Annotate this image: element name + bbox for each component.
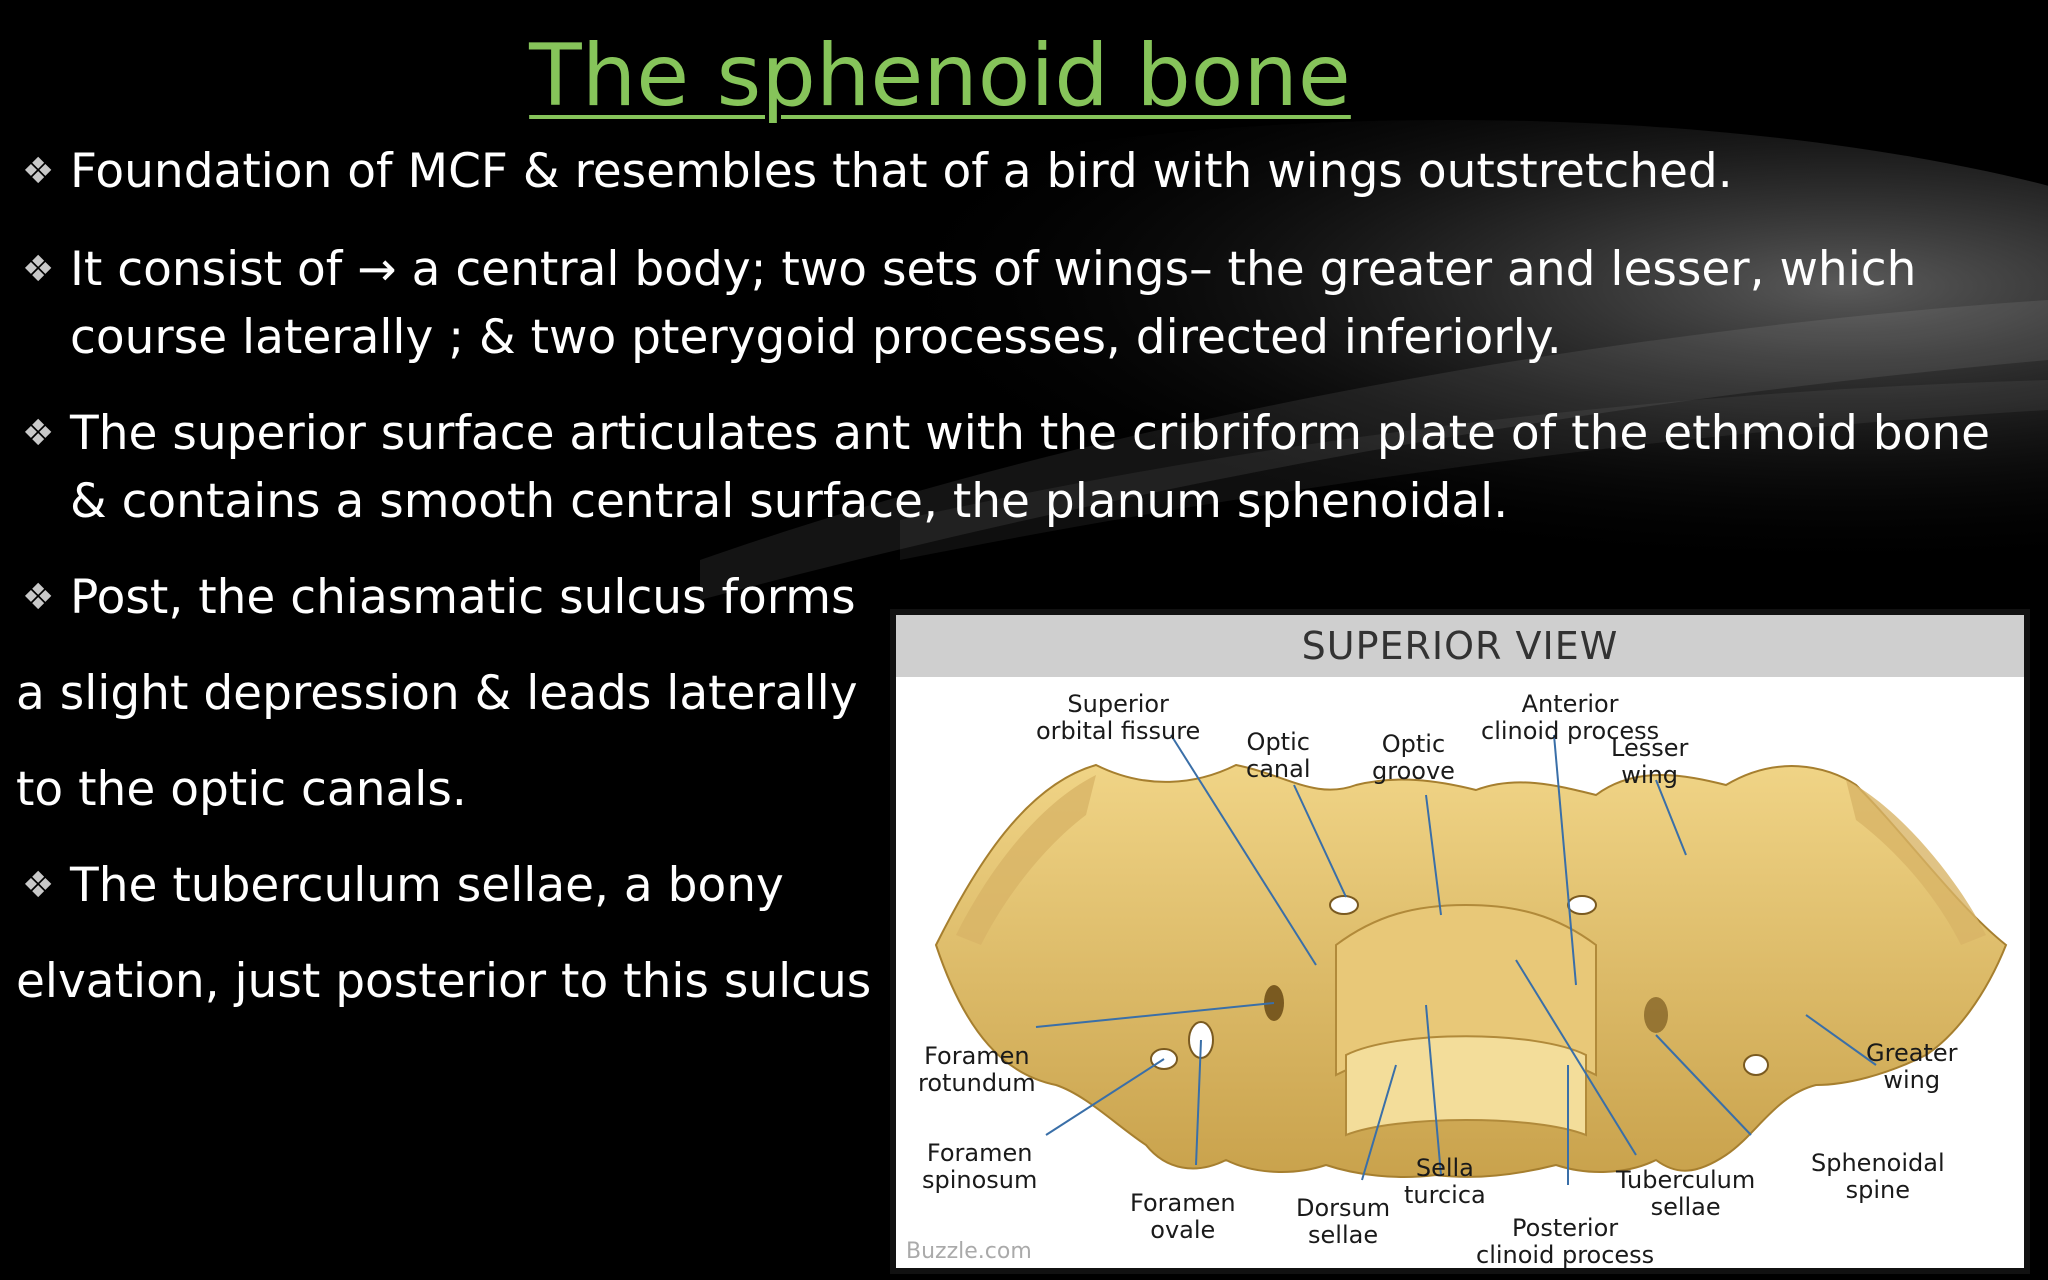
bullet-text: The tuberculum sellae, a bony bbox=[70, 858, 784, 913]
figure-header: SUPERIOR VIEW bbox=[896, 615, 2024, 677]
bullet-text: Post, the chiasmatic sulcus forms bbox=[70, 570, 856, 625]
label-anterior-clinoid-process: Anterior clinoid process bbox=[1481, 690, 1660, 745]
bullet-item bbox=[22, 400, 1990, 468]
bullet-continuation: to the optic canals. bbox=[16, 762, 467, 817]
sphenoid-figure bbox=[890, 609, 2030, 1274]
label-superior-orbital-fissure: Superior orbital fissure bbox=[1036, 690, 1201, 745]
label-foramen-ovale: Foramen ovale bbox=[1130, 1189, 1236, 1244]
bullet-continuation: & contains a smooth central surface, the planum sphenoidal. bbox=[70, 474, 1509, 529]
bullet-continuation: a slight depression & leads laterally bbox=[16, 666, 858, 721]
label-sphenoidal-spine: Sphenoidal spine bbox=[1811, 1149, 1945, 1204]
label-sella-turcica: Sella turcica bbox=[1404, 1154, 1486, 1209]
bullet-glyph: ❖ bbox=[22, 865, 55, 906]
label-optic-canal: Optic canal bbox=[1246, 728, 1311, 783]
label-optic-groove: Optic groove bbox=[1372, 730, 1455, 785]
bullet-item bbox=[22, 564, 856, 632]
label-foramen-spinosum: Foramen spinosum bbox=[922, 1139, 1038, 1194]
bullet-item bbox=[22, 852, 784, 920]
bullet-glyph: ❖ bbox=[22, 413, 55, 454]
label-dorsum-sellae: Dorsum sellae bbox=[1296, 1194, 1391, 1249]
label-greater-wing: Greater wing bbox=[1866, 1039, 1958, 1094]
image-credit: Buzzle.com bbox=[906, 1239, 1032, 1264]
bullet-text: The superior surface articulates ant with the cribriform plate of the ethmoid bone bbox=[70, 406, 1991, 461]
bullet-glyph: ❖ bbox=[22, 151, 55, 192]
slide-title: The sphenoid bone bbox=[529, 26, 1351, 126]
label-lesser-wing: Lesser wing bbox=[1611, 734, 1689, 789]
bullet-continuation: elvation, just posterior to this sulcus bbox=[16, 954, 872, 1009]
bullet-continuation: course laterally ; & two pterygoid processes, directed inferiorly. bbox=[70, 310, 1562, 365]
bullet-item bbox=[22, 236, 1916, 304]
bullet-item bbox=[22, 138, 1733, 206]
label-posterior-clinoid-process: Posterior clinoid process bbox=[1476, 1214, 1655, 1269]
label-tuberculum-sellae: Tuberculum sellae bbox=[1616, 1166, 1756, 1221]
label-foramen-rotundum: Foramen rotundum bbox=[918, 1042, 1036, 1097]
bullet-glyph: ❖ bbox=[22, 577, 55, 618]
bullet-glyph: ❖ bbox=[22, 249, 55, 290]
bullet-text: It consist of → a central body; two sets of wings– the greater and lesser, which bbox=[70, 242, 1917, 297]
bullet-text: Foundation of MCF & resembles that of a bird with wings outstretched. bbox=[70, 144, 1733, 199]
